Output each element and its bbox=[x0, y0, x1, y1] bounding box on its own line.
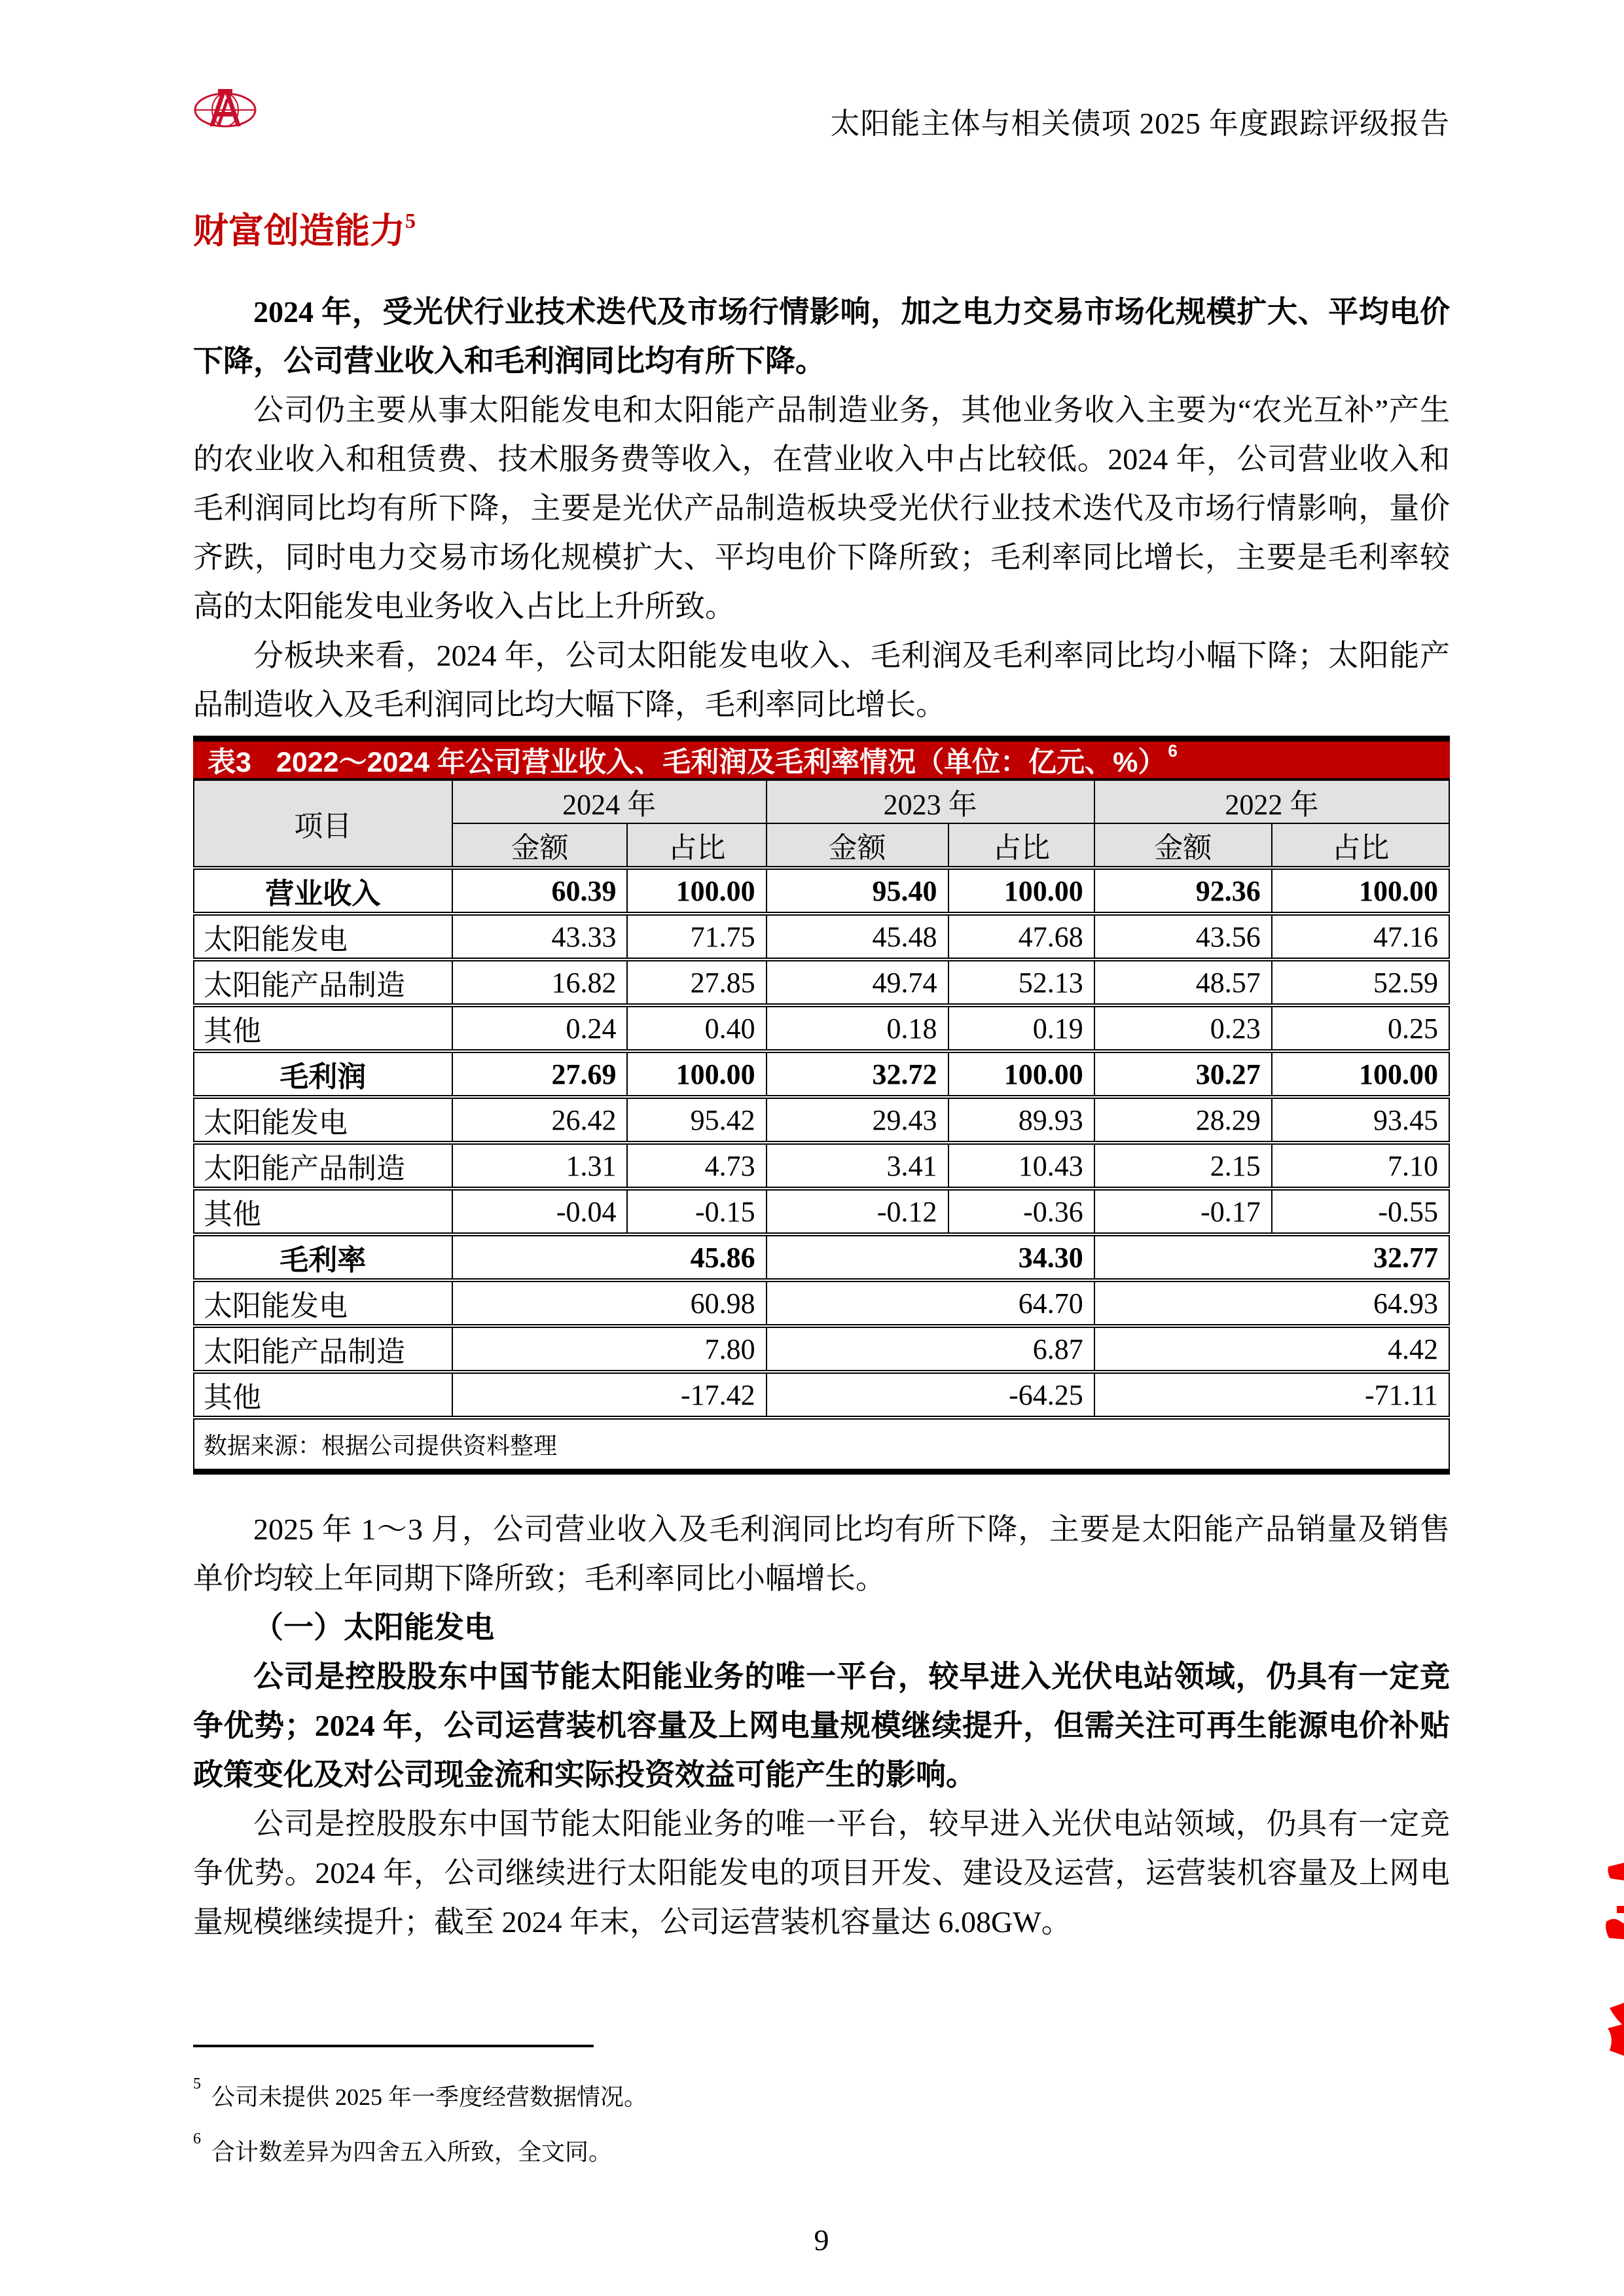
table-row bbox=[194, 1280, 1449, 1326]
table-cell: 34.30 bbox=[767, 1234, 1094, 1280]
table-cell: 71.75 bbox=[627, 914, 766, 960]
paragraph-solar-power-detail: 公司是控股股东中国节能太阳能业务的唯一平台，较早进入光伏电站领域，仍具有一定竞争优势。2024 年，公司继续进行太阳能发电的项目开发、建设及运营，运营装机容量及上网电量规模继续提升；截至 2024 年末，公司运营装机容量达 6.08GW。 bbox=[193, 1807, 1450, 1939]
table-cell: -0.04 bbox=[452, 1189, 628, 1234]
table-cell: 100.00 bbox=[1272, 1051, 1449, 1097]
section-heading-superscript: 5 bbox=[405, 209, 416, 232]
table-cell: 10.43 bbox=[948, 1143, 1094, 1189]
column-header-amount: 金额 bbox=[1094, 823, 1272, 868]
table-cell: 60.39 bbox=[452, 868, 628, 914]
table-cell: 52.59 bbox=[1272, 960, 1449, 1005]
table-row bbox=[194, 1372, 1449, 1418]
row-label: 太阳能产品制造 bbox=[194, 960, 452, 1005]
table-cell: 64.70 bbox=[767, 1280, 1094, 1326]
row-label: 其他 bbox=[194, 1005, 452, 1051]
table-cell: 7.10 bbox=[1272, 1143, 1449, 1189]
table-cell: 0.18 bbox=[767, 1005, 948, 1051]
row-label: 太阳能产品制造 bbox=[194, 1326, 452, 1372]
row-label: 太阳能发电 bbox=[194, 1097, 452, 1143]
table-cell: 100.00 bbox=[627, 868, 766, 914]
table-row bbox=[194, 960, 1449, 1005]
table-cell: 27.85 bbox=[627, 960, 766, 1005]
paragraph-q1-2025: 2025 年 1～3 月，公司营业收入及毛利润同比均有所下降，主要是太阳能产品销量及销售单价均较上年同期下降所致；毛利率同比小幅增长。 bbox=[193, 1513, 1450, 1595]
table-row bbox=[194, 1005, 1449, 1051]
footnote-6-text: 合计数差异为四舍五入所致，全文同。 bbox=[211, 2139, 613, 2165]
table-cell: 95.40 bbox=[767, 868, 948, 914]
footnote-separator bbox=[193, 2045, 594, 2047]
table-cell: 48.57 bbox=[1094, 960, 1272, 1005]
row-label: 毛利率 bbox=[194, 1234, 452, 1280]
table-cell: 45.48 bbox=[767, 914, 948, 960]
table-cell: 100.00 bbox=[948, 1051, 1094, 1097]
table-cell: 32.77 bbox=[1094, 1234, 1449, 1280]
table-cell: 52.13 bbox=[948, 960, 1094, 1005]
table-row bbox=[194, 1051, 1449, 1097]
table-row bbox=[194, 1143, 1449, 1189]
table-caption-label: 表3 bbox=[208, 746, 251, 778]
row-label: 太阳能产品制造 bbox=[194, 1143, 452, 1189]
table-cell: 49.74 bbox=[767, 960, 948, 1005]
page-header bbox=[193, 82, 1450, 141]
table-cell: 0.25 bbox=[1272, 1005, 1449, 1051]
table-cell: -71.11 bbox=[1094, 1372, 1449, 1418]
table-cell: 92.36 bbox=[1094, 868, 1272, 914]
table3-block bbox=[193, 736, 1450, 1475]
column-header-2023: 2023 年 bbox=[767, 780, 1094, 823]
row-label: 其他 bbox=[194, 1372, 452, 1418]
table-cell: 0.23 bbox=[1094, 1005, 1272, 1051]
table-cell: 6.87 bbox=[767, 1326, 1094, 1372]
table-cell: 4.73 bbox=[627, 1143, 766, 1189]
table-cell: 89.93 bbox=[948, 1097, 1094, 1143]
table-cell: 95.42 bbox=[627, 1097, 766, 1143]
table-cell: 100.00 bbox=[627, 1051, 766, 1097]
table-cell: -0.36 bbox=[948, 1189, 1094, 1234]
table-caption-superscript: 6 bbox=[1168, 740, 1178, 761]
table-cell: 0.40 bbox=[627, 1005, 766, 1051]
table-cell: -0.17 bbox=[1094, 1189, 1272, 1234]
table-cell: 47.16 bbox=[1272, 914, 1449, 960]
table-cell: 0.24 bbox=[452, 1005, 628, 1051]
table-cell: 30.27 bbox=[1094, 1051, 1272, 1097]
footnote-6-marker: 6 bbox=[193, 2130, 201, 2147]
table-row bbox=[194, 868, 1449, 914]
column-header-2024: 2024 年 bbox=[452, 780, 767, 823]
footnote-5-text: 公司未提供 2025 年一季度经营数据情况。 bbox=[211, 2084, 648, 2110]
table-cell: 47.68 bbox=[948, 914, 1094, 960]
table-cell: 100.00 bbox=[1272, 868, 1449, 914]
table-source: 数据来源：根据公司提供资料整理 bbox=[194, 1418, 1449, 1472]
table-cell: 43.33 bbox=[452, 914, 628, 960]
footnote-6 bbox=[193, 2122, 1450, 2177]
table-cell: 28.29 bbox=[1094, 1097, 1272, 1143]
paragraph-summary: 2024 年，受光伏行业技术迭代及市场行情影响，加之电力交易市场化规模扩大、平均电价下降，公司营业收入和毛利润同比均有所下降。 bbox=[193, 295, 1450, 378]
table-cell: 32.72 bbox=[767, 1051, 948, 1097]
subsection-heading: （一）太阳能发电 bbox=[253, 1611, 494, 1644]
row-label: 其他 bbox=[194, 1189, 452, 1234]
table-cell: 93.45 bbox=[1272, 1097, 1449, 1143]
table-row bbox=[194, 1189, 1449, 1234]
table-caption-title: 2022～2024 年公司营业收入、毛利润及毛利率情况（单位：亿元、%） bbox=[276, 746, 1166, 778]
table-cell: 29.43 bbox=[767, 1097, 948, 1143]
column-header-share: 占比 bbox=[1272, 823, 1449, 868]
paragraph-solar-power-bold: 公司是控股股东中国节能太阳能业务的唯一平台，较早进入光伏电站领域，仍具有一定竞争优势；2024 年，公司运营装机容量及上网电量规模继续提升，但需关注可再生能源电价补贴政策变化及对公司现金流和实际投资效益可能产生的影响。 bbox=[193, 1660, 1450, 1791]
running-header-title: 太阳能主体与相关债项 2025 年度跟踪评级报告 bbox=[830, 107, 1450, 140]
column-header-2022: 2022 年 bbox=[1094, 780, 1449, 823]
table-row bbox=[194, 914, 1449, 960]
table-cell: 27.69 bbox=[452, 1051, 628, 1097]
seal-fragment-icon bbox=[1604, 1859, 1624, 2062]
paragraph-segment-overview: 分板块来看，2024 年，公司太阳能发电收入、毛利润及毛利率同比均小幅下降；太阳能产品制造收入及毛利润同比均大幅下降，毛利率同比增长。 bbox=[193, 639, 1450, 721]
column-header-amount: 金额 bbox=[452, 823, 628, 868]
table-row bbox=[194, 1234, 1449, 1280]
table-cell: 26.42 bbox=[452, 1097, 628, 1143]
paragraph-business-overview: 公司仍主要从事太阳能发电和太阳能产品制造业务，其他业务收入主要为“农光互补”产生的农业收入和租赁费、技术服务费等收入，在营业收入中占比较低。2024 年，公司营业收入和毛利润同比均有所下降，主要是光伏产品制造板块受光伏行业技术迭代及市场行情影响，量价齐跌，同时电力交易市场化规模扩大、平均电价下降所致；毛利率同比增长，主要是毛利率较高的太阳能发电业务收入占比上升所致。 bbox=[193, 393, 1450, 623]
section-heading bbox=[193, 204, 1450, 250]
section-heading-text: 财富创造能力 bbox=[193, 211, 405, 251]
table-cell: 45.86 bbox=[452, 1234, 767, 1280]
row-label: 太阳能发电 bbox=[194, 914, 452, 960]
table-cell: 16.82 bbox=[452, 960, 628, 1005]
row-label: 毛利润 bbox=[194, 1051, 452, 1097]
column-header-amount: 金额 bbox=[767, 823, 948, 868]
table-cell: -64.25 bbox=[767, 1372, 1094, 1418]
table-source-row bbox=[194, 1418, 1449, 1472]
table-cell: 3.41 bbox=[767, 1143, 948, 1189]
table-cell: 100.00 bbox=[948, 868, 1094, 914]
rating-agency-logo-icon bbox=[193, 88, 257, 128]
table-row bbox=[194, 1097, 1449, 1143]
page-number: 9 bbox=[814, 2223, 829, 2257]
row-label: 营业收入 bbox=[194, 868, 452, 914]
column-header-share: 占比 bbox=[627, 823, 766, 868]
table-cell: 0.19 bbox=[948, 1005, 1094, 1051]
table-cell: 43.56 bbox=[1094, 914, 1272, 960]
table-cell: 2.15 bbox=[1094, 1143, 1272, 1189]
table-cell: -0.55 bbox=[1272, 1189, 1449, 1234]
table-cell: -0.15 bbox=[627, 1189, 766, 1234]
table3 bbox=[193, 780, 1450, 1475]
footnote-5-marker: 5 bbox=[193, 2075, 201, 2092]
table-cell: -17.42 bbox=[452, 1372, 767, 1418]
table-cell: 60.98 bbox=[452, 1280, 767, 1326]
table-cell: 64.93 bbox=[1094, 1280, 1449, 1326]
table-header-row-years bbox=[194, 780, 1449, 823]
row-label: 太阳能发电 bbox=[194, 1280, 452, 1326]
footnote-5 bbox=[193, 2067, 1450, 2122]
table-cell: 1.31 bbox=[452, 1143, 628, 1189]
table-cell: -0.12 bbox=[767, 1189, 948, 1234]
footnotes bbox=[193, 2045, 1450, 2177]
table-caption bbox=[193, 742, 1450, 780]
table-row bbox=[194, 1326, 1449, 1372]
column-header-item: 项目 bbox=[194, 780, 452, 868]
table-cell: 4.42 bbox=[1094, 1326, 1449, 1372]
column-header-share: 占比 bbox=[948, 823, 1094, 868]
table-cell: 7.80 bbox=[452, 1326, 767, 1372]
